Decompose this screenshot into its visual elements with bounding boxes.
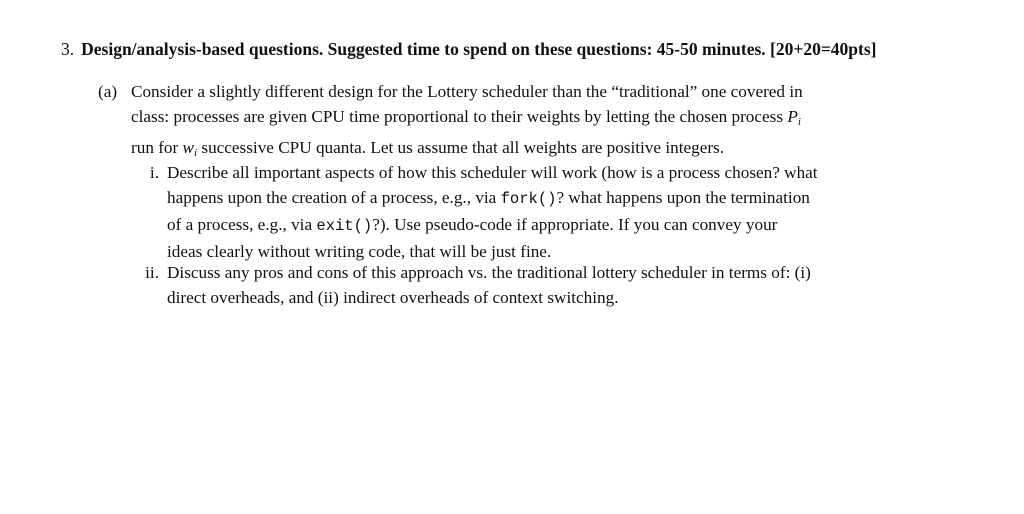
math-w-i: [183, 138, 198, 157]
question-title: Design/analysis-based questions. Suggested time to spend on these questions: 45-50 minutes. [20+20=40pts]: [81, 39, 877, 59]
question-number: 3.: [61, 39, 75, 59]
subpart-i-label: i.: [149, 163, 159, 182]
subpart-i-line-2: [167, 185, 927, 212]
subpart-i-line-3-pre: of a process, e.g., via: [167, 215, 317, 234]
subpart-i-line-2-post: ? what happens upon the termination: [556, 188, 810, 207]
math-p-i: [787, 107, 801, 126]
question-heading: [61, 38, 991, 60]
part-a-line-2-text: class: processes are given CPU time proportional to their weights by letting the chosen process: [131, 107, 788, 126]
subpart-ii-line-1: Discuss any pros and cons of this approach vs. the traditional lottery scheduler in terms of: (i): [167, 263, 811, 282]
subpart-i: [149, 160, 927, 264]
math-w: w: [182, 138, 195, 157]
part-a: [98, 79, 928, 166]
subpart-ii-label: ii.: [145, 263, 159, 282]
subpart-i-line-3-post: ?). Use pseudo-code if appropriate. If you can convey your: [372, 215, 778, 234]
part-a-line-3-post: successive CPU quanta. Let us assume that all weights are positive integers.: [197, 138, 725, 157]
part-a-text: [131, 79, 928, 166]
subpart-ii-line-2: direct overheads, and (ii) indirect overheads of context switching.: [167, 288, 619, 307]
subpart-ii: [145, 260, 927, 310]
subpart-i-line-3: [167, 212, 927, 239]
subpart-i-line-2-pre: happens upon the creation of a process, e.g., via: [167, 188, 501, 207]
part-a-line-1: Consider a slightly different design for the Lottery scheduler than the “traditional” one covered in: [131, 82, 803, 101]
subpart-i-line-4: ideas clearly without writing code, that will be just fine.: [167, 242, 552, 261]
subpart-i-line-1: Describe all important aspects of how this scheduler will work (how is a process chosen? what: [167, 163, 818, 182]
code-fork: fork(): [500, 190, 557, 208]
code-exit: exit(): [316, 217, 373, 235]
math-w-subscript: i: [194, 147, 198, 159]
math-p: P: [787, 107, 798, 126]
math-p-subscript: i: [797, 116, 801, 128]
part-a-label: (a): [98, 82, 118, 101]
part-a-line-3-pre: run for: [131, 138, 183, 157]
part-a-line-2: [131, 104, 928, 135]
